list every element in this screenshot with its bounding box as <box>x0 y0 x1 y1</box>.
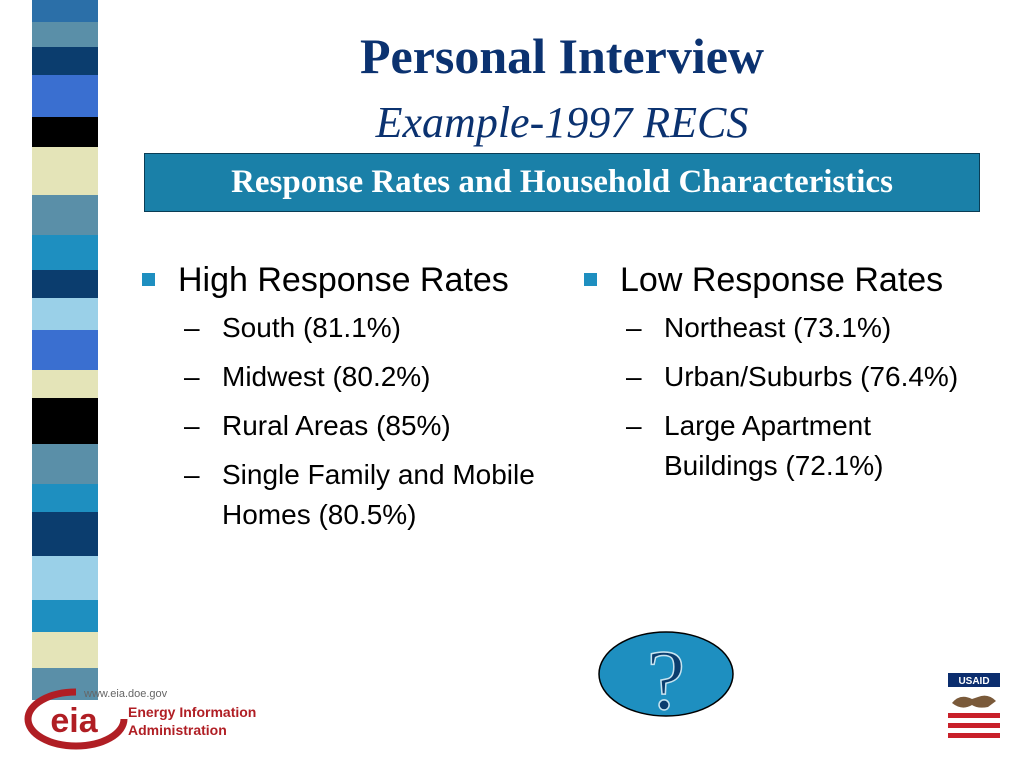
list-item-text: Northeast (73.1%) <box>664 312 892 343</box>
usaid-logo <box>948 673 1000 743</box>
square-bullet-icon <box>584 273 597 286</box>
stripe <box>32 235 98 270</box>
dash-glyph: – <box>184 459 200 490</box>
low-response-column <box>582 256 982 495</box>
stripe <box>32 512 98 556</box>
stripe <box>32 195 98 235</box>
banner-text: Response Rates and Household Characteristics <box>231 164 893 200</box>
stripe <box>32 0 98 22</box>
stripe <box>32 600 98 632</box>
list-item <box>184 406 540 446</box>
bullet-heading-row <box>582 256 982 304</box>
stripe <box>32 556 98 600</box>
dash-glyph: – <box>626 312 642 343</box>
stripe <box>32 298 98 330</box>
sub-bullet-list <box>140 308 540 535</box>
stripe <box>32 270 98 298</box>
list-item <box>626 406 982 486</box>
list-item <box>184 455 540 535</box>
stripe <box>32 632 98 668</box>
dash-glyph: – <box>184 410 200 441</box>
stripe <box>32 147 98 195</box>
dash-glyph: – <box>626 361 642 392</box>
section-banner <box>144 153 980 212</box>
list-item <box>626 357 982 397</box>
usaid-label: USAID <box>958 676 990 687</box>
square-bullet-icon <box>142 273 155 286</box>
list-item-text: Large Apartment Buildings (72.1%) <box>664 410 884 481</box>
dash-glyph: – <box>184 361 200 392</box>
stripe <box>32 444 98 484</box>
slide-title: Personal Interview <box>359 28 765 84</box>
column-heading: High Response Rates <box>178 261 509 299</box>
list-item-text: South (81.1%) <box>222 312 401 343</box>
stripe <box>32 484 98 512</box>
sub-bullet-list <box>582 308 982 486</box>
list-item <box>184 308 540 348</box>
list-item <box>184 357 540 397</box>
list-item-text: Single Family and Mobile Homes (80.5%) <box>222 459 535 530</box>
question-mark-glyph: ? <box>646 632 686 717</box>
list-item <box>626 308 982 348</box>
dash-glyph: – <box>626 410 642 441</box>
list-item-text: Rural Areas (85%) <box>222 410 451 441</box>
high-response-column <box>140 256 540 544</box>
eia-name-line2: Administration <box>128 722 227 738</box>
question-mark-icon[interactable] <box>598 631 734 717</box>
stripe <box>32 330 98 370</box>
bullet-heading-row <box>140 256 540 304</box>
slide-subtitle: Example-1997 RECS <box>375 98 749 147</box>
column-heading: Low Response Rates <box>620 261 944 299</box>
eia-name <box>128 703 256 739</box>
eia-name-line1: Energy Information <box>128 704 257 720</box>
eia-logo-text: eia <box>50 702 98 740</box>
eia-url: www.eia.doe.gov <box>84 688 168 700</box>
stripe <box>32 398 98 444</box>
eia-logo <box>24 688 284 750</box>
list-item-text: Urban/Suburbs (76.4%) <box>664 361 959 392</box>
list-item-text: Midwest (80.2%) <box>222 361 431 392</box>
stripe <box>32 370 98 398</box>
dash-glyph: – <box>184 312 200 343</box>
